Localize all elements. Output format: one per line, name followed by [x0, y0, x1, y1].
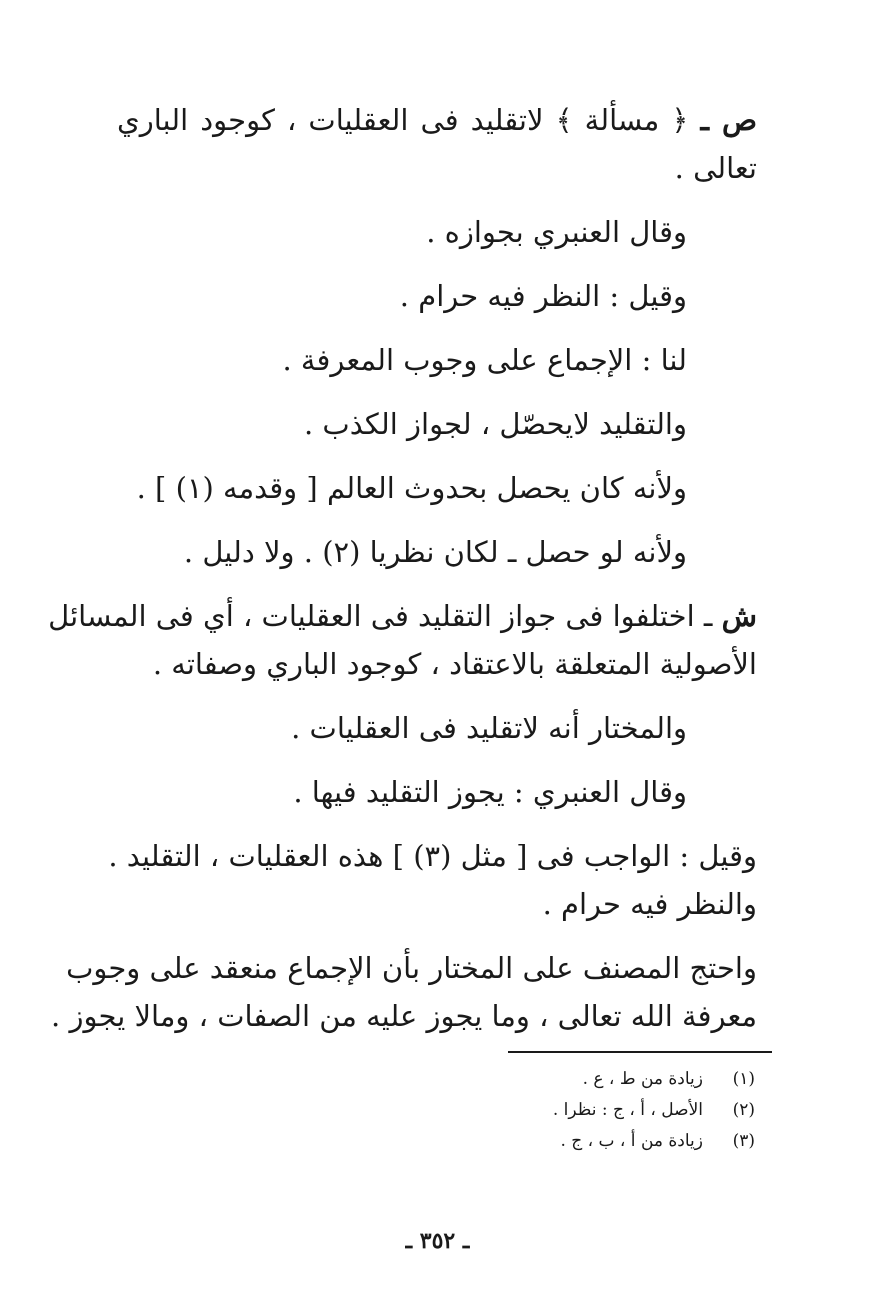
footnote-number: (٣) — [732, 1131, 755, 1151]
footnote-number: (٢) — [732, 1100, 755, 1120]
text-line: لنا : الإجماع على وجوب المعرفة . — [282, 343, 687, 377]
text-line: تعالى . — [674, 151, 757, 185]
footnote-text: الأصل ، أ ، ج : نظرا . — [552, 1100, 703, 1120]
footnote-divider — [508, 1051, 772, 1053]
text-line: وقيل : الواجب فى [ مثل (٣) ] هذه العقليات ، التقليد . — [108, 839, 757, 873]
section-marker: ص ـ — [700, 103, 758, 137]
text-line: ولأنه لو حصل ـ لكان نظريا (٢) . ولا دليل . — [183, 535, 687, 569]
footnote — [560, 1128, 755, 1154]
footnote — [553, 1097, 755, 1123]
section-marker: ش — [721, 599, 757, 633]
text-line: وقال العنبري : يجوز التقليد فيها . — [293, 775, 687, 809]
text-line: الأصولية المتعلقة بالاعتقاد ، كوجود الباري وصفاته . — [152, 647, 757, 681]
text-line: واحتج المصنف على المختار بأن الإجماع منعقد على وجوب — [66, 951, 757, 985]
text-line: ص ـ ﴿ مسألة ﴾ لاتقليد فى العقليات ، كوجود الباري — [117, 103, 758, 137]
page-number: ـ ٣٥٢ ـ — [405, 1228, 470, 1254]
footnote — [583, 1066, 755, 1092]
text-line: والتقليد لايحصّل ، لجواز الكذب . — [303, 407, 687, 441]
text-line: والمختار أنه لاتقليد فى العقليات . — [291, 711, 687, 745]
footnote-text: زيادة من ط ، ع . — [582, 1069, 703, 1089]
text-line: وقال العنبري بجوازه . — [426, 215, 687, 249]
footnote-number: (١) — [732, 1069, 755, 1089]
footnote-text: زيادة من أ ، ب ، ج . — [560, 1131, 703, 1151]
text-line: ولأنه كان يحصل بحدوث العالم [ وقدمه (١) ] . — [136, 471, 687, 505]
text-line: والنظر فيه حرام . — [542, 887, 757, 921]
text-line: ش ـ اختلفوا فى جواز التقليد فى العقليات ، أي فى المسائل — [48, 599, 757, 633]
text-line: وقيل : النظر فيه حرام . — [399, 279, 687, 313]
text-line: معرفة الله تعالى ، وما يجوز عليه من الصفات ، ومالا يجوز . — [51, 999, 757, 1033]
